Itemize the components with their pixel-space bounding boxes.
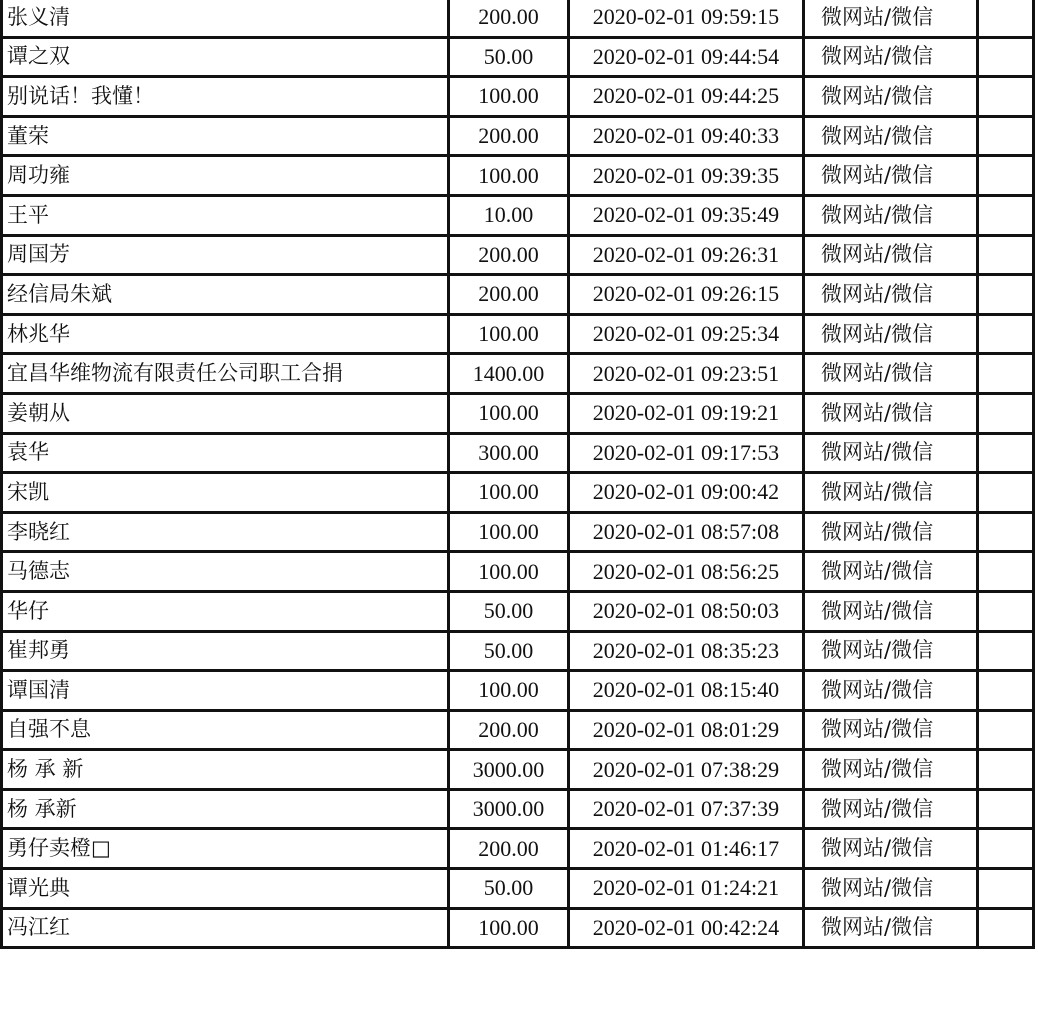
- table-row: [2, 869, 1034, 909]
- channel-cell: 微网站/微信: [804, 631, 978, 671]
- empty-cell: [978, 37, 1034, 77]
- timestamp-cell: 2020-02-01 08:01:29: [569, 710, 804, 750]
- timestamp-cell: 2020-02-01 09:25:34: [569, 314, 804, 354]
- donor-name-cell: 杨 承新: [2, 789, 449, 829]
- timestamp-cell: 2020-02-01 09:26:15: [569, 275, 804, 315]
- donor-name-cell: 华仔: [2, 591, 449, 631]
- empty-cell: [978, 869, 1034, 909]
- amount-cell: 100.00: [449, 552, 569, 592]
- timestamp-cell: 2020-02-01 08:35:23: [569, 631, 804, 671]
- channel-cell: 微网站/微信: [804, 671, 978, 711]
- amount-cell: 1400.00: [449, 354, 569, 394]
- donor-name-cell: 别说话！我懂！: [2, 77, 449, 117]
- timestamp-cell: 2020-02-01 09:23:51: [569, 354, 804, 394]
- donor-name-cell: 周功雍: [2, 156, 449, 196]
- amount-cell: 3000.00: [449, 750, 569, 790]
- table-row: [2, 671, 1034, 711]
- donor-name-cell: 谭国清: [2, 671, 449, 711]
- table-row: [2, 433, 1034, 473]
- donor-name-cell: 袁华: [2, 433, 449, 473]
- empty-cell: [978, 0, 1034, 37]
- channel-cell: 微网站/微信: [804, 275, 978, 315]
- amount-cell: 100.00: [449, 393, 569, 433]
- empty-cell: [978, 354, 1034, 394]
- table-row: [2, 37, 1034, 77]
- amount-cell: 100.00: [449, 473, 569, 513]
- timestamp-cell: 2020-02-01 09:35:49: [569, 195, 804, 235]
- amount-cell: 3000.00: [449, 789, 569, 829]
- donor-name-cell: 王平: [2, 195, 449, 235]
- amount-cell: 100.00: [449, 77, 569, 117]
- table-row: [2, 156, 1034, 196]
- empty-cell: [978, 195, 1034, 235]
- empty-cell: [978, 631, 1034, 671]
- amount-cell: 200.00: [449, 275, 569, 315]
- channel-cell: 微网站/微信: [804, 116, 978, 156]
- empty-cell: [978, 829, 1034, 869]
- amount-cell: 200.00: [449, 0, 569, 37]
- amount-cell: 100.00: [449, 512, 569, 552]
- donor-name-cell: 马德志: [2, 552, 449, 592]
- amount-cell: 200.00: [449, 235, 569, 275]
- amount-cell: 200.00: [449, 116, 569, 156]
- donor-name-cell: 宜昌华维物流有限责任公司职工合捐: [2, 354, 449, 394]
- channel-cell: 微网站/微信: [804, 591, 978, 631]
- channel-cell: 微网站/微信: [804, 156, 978, 196]
- channel-cell: 微网站/微信: [804, 710, 978, 750]
- timestamp-cell: 2020-02-01 09:59:15: [569, 0, 804, 37]
- channel-cell: 微网站/微信: [804, 789, 978, 829]
- timestamp-cell: 2020-02-01 08:56:25: [569, 552, 804, 592]
- amount-cell: 100.00: [449, 156, 569, 196]
- channel-cell: 微网站/微信: [804, 37, 978, 77]
- donor-name-cell: 谭光典: [2, 869, 449, 909]
- channel-cell: 微网站/微信: [804, 433, 978, 473]
- timestamp-cell: 2020-02-01 07:37:39: [569, 789, 804, 829]
- amount-cell: 100.00: [449, 671, 569, 711]
- table-row: [2, 354, 1034, 394]
- donor-name-cell: 董荣: [2, 116, 449, 156]
- donor-name-cell: 林兆华: [2, 314, 449, 354]
- table-row: [2, 314, 1034, 354]
- donor-name-cell: 张义清: [2, 0, 449, 37]
- table-row: [2, 275, 1034, 315]
- timestamp-cell: 2020-02-01 09:44:54: [569, 37, 804, 77]
- table-row: [2, 0, 1034, 37]
- channel-cell: 微网站/微信: [804, 77, 978, 117]
- empty-cell: [978, 156, 1034, 196]
- channel-cell: 微网站/微信: [804, 195, 978, 235]
- empty-cell: [978, 552, 1034, 592]
- table-row: [2, 393, 1034, 433]
- amount-cell: 50.00: [449, 591, 569, 631]
- timestamp-cell: 2020-02-01 09:40:33: [569, 116, 804, 156]
- donor-name-cell: 宋凯: [2, 473, 449, 513]
- empty-cell: [978, 314, 1034, 354]
- table-row: [2, 829, 1034, 869]
- channel-cell: 微网站/微信: [804, 473, 978, 513]
- empty-cell: [978, 710, 1034, 750]
- timestamp-cell: 2020-02-01 09:44:25: [569, 77, 804, 117]
- channel-cell: 微网站/微信: [804, 0, 978, 37]
- channel-cell: 微网站/微信: [804, 869, 978, 909]
- table-row: [2, 512, 1034, 552]
- channel-cell: 微网站/微信: [804, 512, 978, 552]
- timestamp-cell: 2020-02-01 07:38:29: [569, 750, 804, 790]
- timestamp-cell: 2020-02-01 00:42:24: [569, 908, 804, 948]
- table-row: [2, 77, 1034, 117]
- donor-name-cell: 李晓红: [2, 512, 449, 552]
- table-row: [2, 631, 1034, 671]
- table-row: [2, 552, 1034, 592]
- table-row: [2, 195, 1034, 235]
- donor-name-cell: 谭之双: [2, 37, 449, 77]
- timestamp-cell: 2020-02-01 08:15:40: [569, 671, 804, 711]
- channel-cell: 微网站/微信: [804, 354, 978, 394]
- table-row: [2, 473, 1034, 513]
- timestamp-cell: 2020-02-01 09:26:31: [569, 235, 804, 275]
- timestamp-cell: 2020-02-01 09:17:53: [569, 433, 804, 473]
- timestamp-cell: 2020-02-01 08:57:08: [569, 512, 804, 552]
- empty-cell: [978, 116, 1034, 156]
- amount-cell: 100.00: [449, 314, 569, 354]
- amount-cell: 200.00: [449, 829, 569, 869]
- table-row: [2, 116, 1034, 156]
- timestamp-cell: 2020-02-01 01:24:21: [569, 869, 804, 909]
- table-row: [2, 789, 1034, 829]
- amount-cell: 200.00: [449, 710, 569, 750]
- empty-cell: [978, 77, 1034, 117]
- empty-cell: [978, 591, 1034, 631]
- table-row: [2, 235, 1034, 275]
- empty-cell: [978, 275, 1034, 315]
- timestamp-cell: 2020-02-01 01:46:17: [569, 829, 804, 869]
- channel-cell: 微网站/微信: [804, 908, 978, 948]
- timestamp-cell: 2020-02-01 08:50:03: [569, 591, 804, 631]
- donor-name-cell: 崔邦勇: [2, 631, 449, 671]
- channel-cell: 微网站/微信: [804, 829, 978, 869]
- donor-name-cell: 杨 承 新: [2, 750, 449, 790]
- empty-cell: [978, 512, 1034, 552]
- table-row: [2, 908, 1034, 948]
- empty-cell: [978, 789, 1034, 829]
- amount-cell: 100.00: [449, 908, 569, 948]
- channel-cell: 微网站/微信: [804, 314, 978, 354]
- table-row: [2, 750, 1034, 790]
- timestamp-cell: 2020-02-01 09:00:42: [569, 473, 804, 513]
- donor-name-cell: 经信局朱斌: [2, 275, 449, 315]
- amount-cell: 10.00: [449, 195, 569, 235]
- donor-name-cell: 姜朝从: [2, 393, 449, 433]
- channel-cell: 微网站/微信: [804, 393, 978, 433]
- donor-name-cell: 勇仔卖橙□: [2, 829, 449, 869]
- channel-cell: 微网站/微信: [804, 235, 978, 275]
- donor-name-cell: 周国芳: [2, 235, 449, 275]
- empty-cell: [978, 671, 1034, 711]
- empty-cell: [978, 235, 1034, 275]
- donor-name-cell: 冯江红: [2, 908, 449, 948]
- table-row: [2, 591, 1034, 631]
- empty-cell: [978, 908, 1034, 948]
- empty-cell: [978, 393, 1034, 433]
- empty-cell: [978, 473, 1034, 513]
- channel-cell: 微网站/微信: [804, 750, 978, 790]
- timestamp-cell: 2020-02-01 09:39:35: [569, 156, 804, 196]
- donation-table-body: [2, 0, 1034, 948]
- empty-cell: [978, 750, 1034, 790]
- donor-name-cell: 自强不息: [2, 710, 449, 750]
- empty-cell: [978, 433, 1034, 473]
- amount-cell: 50.00: [449, 869, 569, 909]
- amount-cell: 50.00: [449, 631, 569, 671]
- table-row: [2, 710, 1034, 750]
- amount-cell: 300.00: [449, 433, 569, 473]
- amount-cell: 50.00: [449, 37, 569, 77]
- channel-cell: 微网站/微信: [804, 552, 978, 592]
- timestamp-cell: 2020-02-01 09:19:21: [569, 393, 804, 433]
